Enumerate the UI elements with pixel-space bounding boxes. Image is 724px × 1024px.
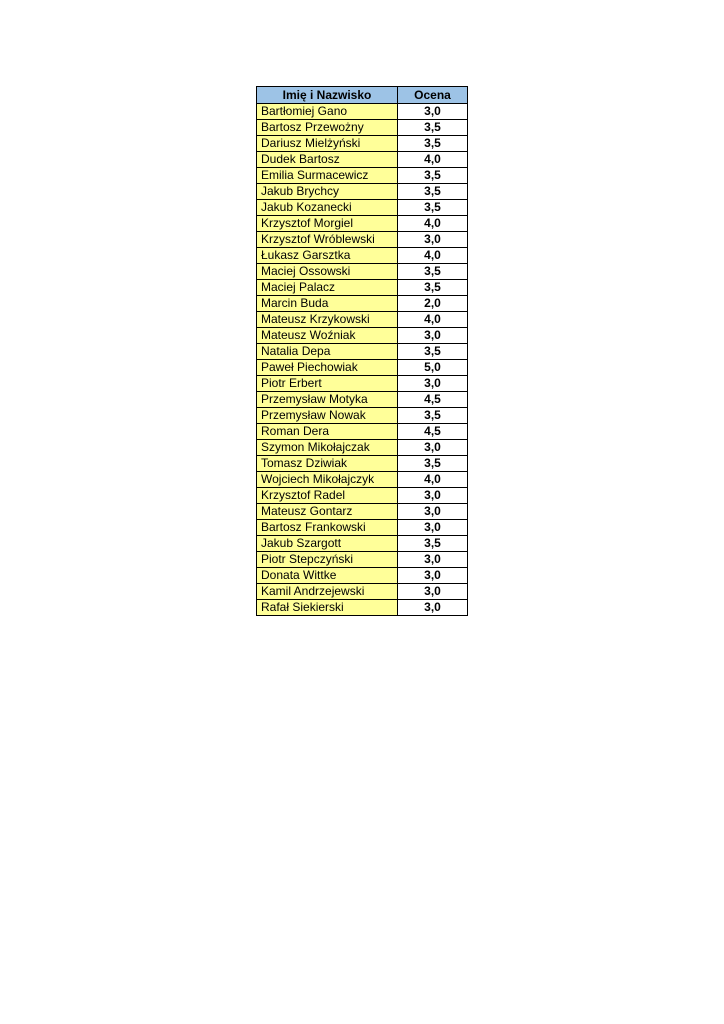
student-name-cell: Szymon Mikołajczak <box>257 440 398 456</box>
student-name-cell: Marcin Buda <box>257 296 398 312</box>
grade-cell: 4,0 <box>398 472 468 488</box>
table-row <box>257 136 468 152</box>
student-name-cell: Dudek Bartosz <box>257 152 398 168</box>
grade-cell: 3,5 <box>398 200 468 216</box>
table-row <box>257 520 468 536</box>
table-row <box>257 472 468 488</box>
table-row <box>257 488 468 504</box>
table-row <box>257 552 468 568</box>
table-row <box>257 312 468 328</box>
grade-cell: 3,5 <box>398 408 468 424</box>
grade-cell: 3,0 <box>398 104 468 120</box>
grade-cell: 3,0 <box>398 584 468 600</box>
grade-cell: 4,0 <box>398 312 468 328</box>
table-row <box>257 152 468 168</box>
student-name-cell: Mateusz Gontarz <box>257 504 398 520</box>
table-row <box>257 376 468 392</box>
student-name-cell: Łukasz Garsztka <box>257 248 398 264</box>
table-row <box>257 264 468 280</box>
grade-cell: 3,0 <box>398 328 468 344</box>
table-row <box>257 200 468 216</box>
student-name-cell: Kamil Andrzejewski <box>257 584 398 600</box>
table-row <box>257 504 468 520</box>
student-name-cell: Bartłomiej Gano <box>257 104 398 120</box>
table-row <box>257 248 468 264</box>
table-row <box>257 536 468 552</box>
grade-cell: 3,5 <box>398 168 468 184</box>
student-name-cell: Paweł Piechowiak <box>257 360 398 376</box>
student-name-cell: Krzysztof Radel <box>257 488 398 504</box>
grade-cell: 4,0 <box>398 248 468 264</box>
table-row <box>257 344 468 360</box>
student-name-cell: Donata Wittke <box>257 568 398 584</box>
student-name-cell: Przemysław Nowak <box>257 408 398 424</box>
student-name-cell: Mateusz Krzykowski <box>257 312 398 328</box>
table-row <box>257 568 468 584</box>
student-name-cell: Wojciech Mikołajczyk <box>257 472 398 488</box>
student-name-cell: Rafał Siekierski <box>257 600 398 616</box>
student-name-cell: Emilia Surmacewicz <box>257 168 398 184</box>
student-name-cell: Roman Dera <box>257 424 398 440</box>
student-name-cell: Natalia Depa <box>257 344 398 360</box>
grade-cell: 3,5 <box>398 536 468 552</box>
table-row <box>257 408 468 424</box>
student-name-cell: Maciej Palacz <box>257 280 398 296</box>
grade-cell: 4,5 <box>398 392 468 408</box>
grade-cell: 3,0 <box>398 488 468 504</box>
student-name-cell: Przemysław Motyka <box>257 392 398 408</box>
grade-cell: 3,0 <box>398 568 468 584</box>
name-column-header: Imię i Nazwisko <box>257 87 398 104</box>
table-row <box>257 104 468 120</box>
grade-cell: 3,5 <box>398 120 468 136</box>
grade-cell: 2,0 <box>398 296 468 312</box>
student-name-cell: Krzysztof Wróblewski <box>257 232 398 248</box>
grade-cell: 3,0 <box>398 232 468 248</box>
grade-cell: 3,0 <box>398 552 468 568</box>
grade-cell: 3,0 <box>398 600 468 616</box>
table-row <box>257 392 468 408</box>
table-row <box>257 216 468 232</box>
grade-cell: 5,0 <box>398 360 468 376</box>
student-name-cell: Tomasz Dziwiak <box>257 456 398 472</box>
student-name-cell: Bartosz Frankowski <box>257 520 398 536</box>
grade-cell: 3,5 <box>398 184 468 200</box>
table-row <box>257 120 468 136</box>
table-row <box>257 584 468 600</box>
table-row <box>257 600 468 616</box>
table-row <box>257 440 468 456</box>
grade-cell: 3,5 <box>398 280 468 296</box>
student-name-cell: Mateusz Woźniak <box>257 328 398 344</box>
grades-table <box>256 86 468 616</box>
table-row <box>257 296 468 312</box>
table-row <box>257 280 468 296</box>
grade-column-header: Ocena <box>398 87 468 104</box>
table-row <box>257 168 468 184</box>
grade-cell: 4,5 <box>398 424 468 440</box>
student-name-cell: Piotr Erbert <box>257 376 398 392</box>
table-row <box>257 184 468 200</box>
student-name-cell: Jakub Kozanecki <box>257 200 398 216</box>
student-name-cell: Dariusz Mielżyński <box>257 136 398 152</box>
grade-cell: 3,0 <box>398 440 468 456</box>
table-header <box>257 87 468 104</box>
student-name-cell: Jakub Szargott <box>257 536 398 552</box>
student-name-cell: Bartosz Przewożny <box>257 120 398 136</box>
grade-cell: 3,5 <box>398 264 468 280</box>
grade-cell: 3,0 <box>398 504 468 520</box>
table-row <box>257 424 468 440</box>
student-name-cell: Piotr Stepczyński <box>257 552 398 568</box>
grade-cell: 3,5 <box>398 136 468 152</box>
grade-cell: 4,0 <box>398 216 468 232</box>
table-row <box>257 328 468 344</box>
grade-cell: 3,0 <box>398 520 468 536</box>
grade-cell: 3,5 <box>398 344 468 360</box>
grade-cell: 4,0 <box>398 152 468 168</box>
table-row <box>257 456 468 472</box>
table-row <box>257 360 468 376</box>
table-body <box>257 104 468 616</box>
table-row <box>257 232 468 248</box>
student-name-cell: Maciej Ossowski <box>257 264 398 280</box>
grade-cell: 3,0 <box>398 376 468 392</box>
student-name-cell: Krzysztof Morgiel <box>257 216 398 232</box>
header-row <box>257 87 468 104</box>
grade-cell: 3,5 <box>398 456 468 472</box>
student-name-cell: Jakub Brychcy <box>257 184 398 200</box>
